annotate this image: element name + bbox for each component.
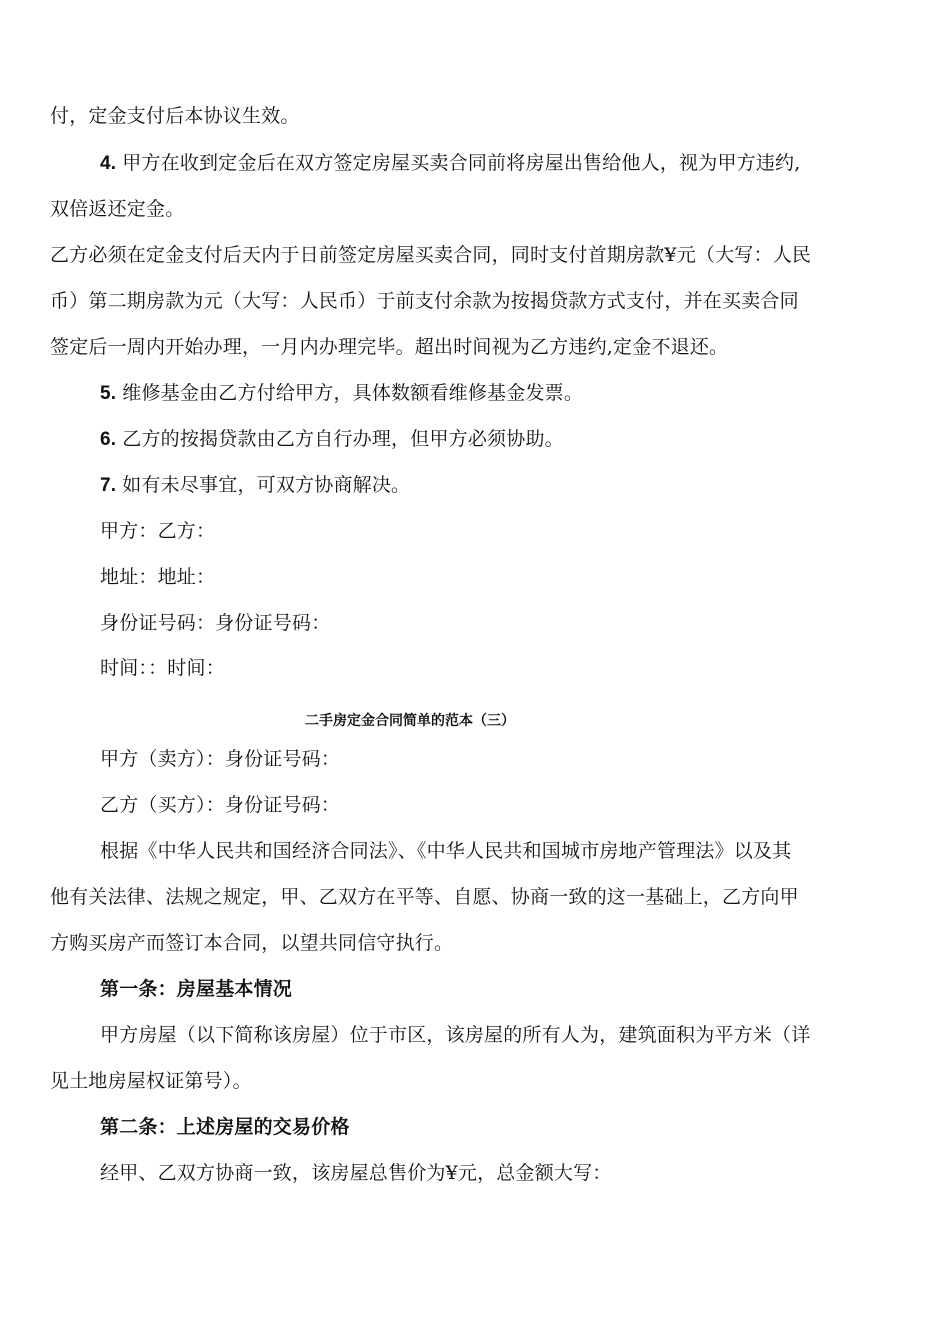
buyer-obligation-line-2: 币）第二期房款为元（大写：人民币）于前支付余款为按揭贷款方式支付，并在买卖合同 — [50, 290, 799, 312]
article-2-line-1: 经甲、乙双方协商一致，该房屋总售价为¥元，总金额大写： — [100, 1162, 612, 1184]
item-4-text: 甲方在收到定金后在双方签定房屋买卖合同前将房屋出售给他人，视为甲方违约, — [122, 152, 801, 174]
item-6-number: 6. — [100, 429, 117, 450]
article-1-heading: 第一条：房屋基本情况 — [100, 978, 293, 1000]
seller-line: 甲方（卖方）：身份证号码： — [100, 748, 341, 770]
article-1-line-1: 甲方房屋（以下简称该房屋）位于市区，该房屋的所有人为，建筑面积为平方米（详 — [100, 1024, 811, 1046]
item-6 — [100, 427, 564, 452]
item-4-number: 4. — [100, 153, 117, 174]
preamble-line-2: 他有关法律、法规之规定，甲、乙双方在平等、自愿、协商一致的这一基础上，乙方向甲 — [50, 886, 799, 908]
section-title: 二手房定金合同简单的范本（三） — [305, 713, 515, 729]
buyer-line: 乙方（买方）：身份证号码： — [100, 794, 341, 816]
item-5 — [100, 381, 583, 406]
item-5-text: 维修基金由乙方付给甲方，具体数额看维修基金发票。 — [122, 382, 584, 404]
signature-time: 时间：：时间： — [100, 657, 225, 679]
signature-id-number: 身份证号码：身份证号码： — [100, 612, 331, 634]
buyer-obligation-line-1: 乙方必须在定金支付后天内于日前签定房屋买卖合同，同时支付首期房款¥元（大写：人民 — [50, 244, 812, 266]
item-7 — [100, 473, 410, 498]
article-2-heading: 第二条：上述房屋的交易价格 — [100, 1116, 350, 1138]
item-6-text: 乙方的按揭贷款由乙方自行办理，但甲方必须协助。 — [122, 428, 564, 450]
article-1-line-2: 见土地房屋权证第号）。 — [50, 1070, 252, 1092]
item-4-line-2: 双倍返还定金。 — [50, 198, 185, 220]
intro-tail-line: 付，定金支付后本协议生效。 — [50, 105, 300, 127]
item-5-number: 5. — [100, 383, 117, 404]
signature-address: 地址：地址： — [100, 566, 216, 588]
item-7-number: 7. — [100, 475, 117, 496]
item-7-text: 如有未尽事宜，可双方协商解决。 — [122, 474, 411, 496]
item-4-line-1 — [100, 151, 801, 176]
preamble-line-1: 根据《中华人民共和国经济合同法》、《中华人民共和国城市房地产管理法》以及其 — [100, 840, 792, 862]
signature-parties: 甲方：乙方： — [100, 520, 216, 542]
preamble-line-3: 方购买房产而签订本合同，以望共同信守执行。 — [50, 932, 454, 954]
buyer-obligation-line-3: 签定后一周内开始办理，一月内办理完毕。超出时间视为乙方违约,定金不退还。 — [50, 336, 729, 358]
